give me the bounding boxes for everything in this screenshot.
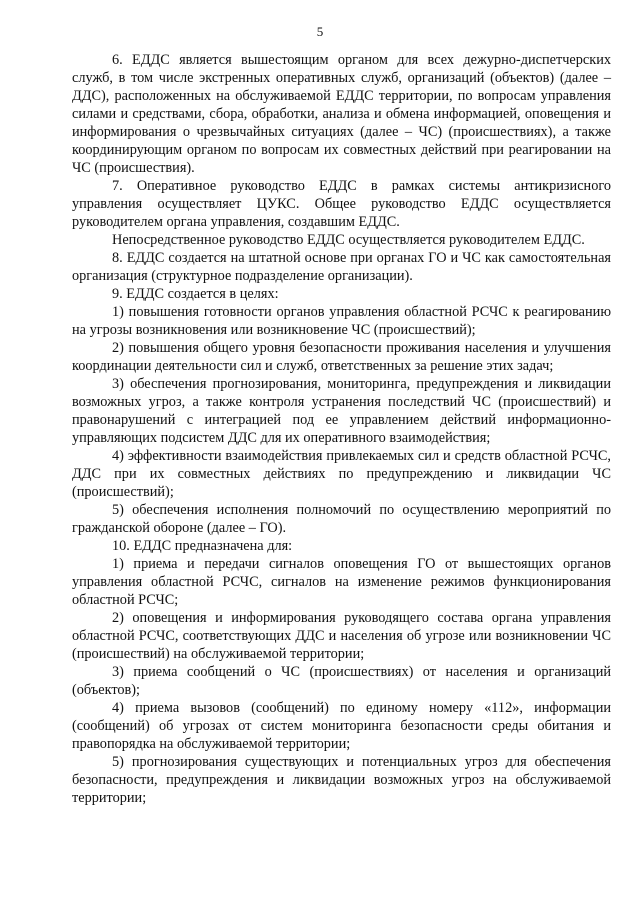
- paragraph-6: 6. ЕДДС является вышестоящим органом для всех дежурно-диспетчерских служб, в том числе экстренных оперативных служб, организаций (объектов) (далее – ДДС), расположенных на обслуживаемой ЕДДС территории, по вопросам управления силами и средствами, сбора, обработки, анализа и обмена информацией, оповещения и информирования о чрезвычайных ситуациях (далее – ЧС) (происшествиях), а также координирующим органом по вопросам их совместных действий при реагировании на ЧС (происшествия).: [72, 52, 611, 176]
- paragraph-9-item-3: 3) обеспечения прогнозирования, мониторинга, предупреждения и ликвидации возможных угроз, а также контроля устранения последствий ЧС (происшествий) и правонарушений с интеграцией под ее управлением действий информационно-управляющих подсистем ДДС для их оперативного взаимодействия;: [72, 376, 611, 446]
- paragraph-10-item-1: 1) приема и передачи сигналов оповещения ГО от вышестоящих органов управления областной РСЧС, сигналов на изменение режимов функционирования областной РСЧС;: [72, 556, 611, 608]
- paragraph-8: 8. ЕДДС создается на штатной основе при органах ГО и ЧС как самостоятельная организация (структурное подразделение организации).: [72, 250, 611, 284]
- paragraph-10-item-5: 5) прогнозирования существующих и потенциальных угроз для обеспечения безопасности, предупреждения и ликвидации возможных угроз на обслуживаемой территории;: [72, 754, 611, 806]
- paragraph-10-item-2: 2) оповещения и информирования руководящего состава органа управления областной РСЧС, соответствующих ДДС и населения об угрозе или возникновении ЧС (происшествий) на обслуживаемой территории;: [72, 610, 611, 662]
- paragraph-10-heading: 10. ЕДДС предназначена для:: [112, 538, 293, 554]
- paragraph-10-item-3: 3) приема сообщений о ЧС (происшествиях) от населения и организаций (объектов);: [72, 664, 611, 698]
- paragraph-9-heading: 9. ЕДДС создается в целях:: [112, 286, 279, 302]
- paragraph-9-item-2: 2) повышения общего уровня безопасности проживания населения и улучшения координации деятельности сил и служб, ответственных за решение этих задач;: [72, 340, 611, 374]
- page-number: 5: [316, 24, 324, 39]
- paragraph-direct-management: Непосредственное руководство ЕДДС осуществляется руководителем ЕДДС.: [112, 232, 585, 248]
- document-body: [72, 51, 611, 807]
- paragraph-10-item-4: 4) приема вызовов (сообщений) по единому номеру «112», информации (сообщений) об угрозах от систем мониторинга безопасности среды обитания и правопорядка на обслуживаемой территории;: [72, 700, 611, 752]
- paragraph-7: 7. Оперативное руководство ЕДДС в рамках системы антикризисного управления осуществляет ЦУКС. Общее руководство ЕДДС осуществляется руководителем органа управления, создавшим ЕДДС.: [72, 178, 611, 230]
- paragraph-9-item-4: 4) эффективности взаимодействия привлекаемых сил и средств областной РСЧС, ДДС при их совместных действиях по предупреждению и ликвидации ЧС (происшествий);: [72, 448, 611, 500]
- paragraph-9-item-5: 5) обеспечения исполнения полномочий по осуществлению мероприятий по гражданской обороне (далее – ГО).: [72, 502, 611, 536]
- paragraph-9-item-1: 1) повышения готовности органов управления областной РСЧС к реагированию на угрозы возникновения или возникновение ЧС (происшествий);: [72, 304, 611, 338]
